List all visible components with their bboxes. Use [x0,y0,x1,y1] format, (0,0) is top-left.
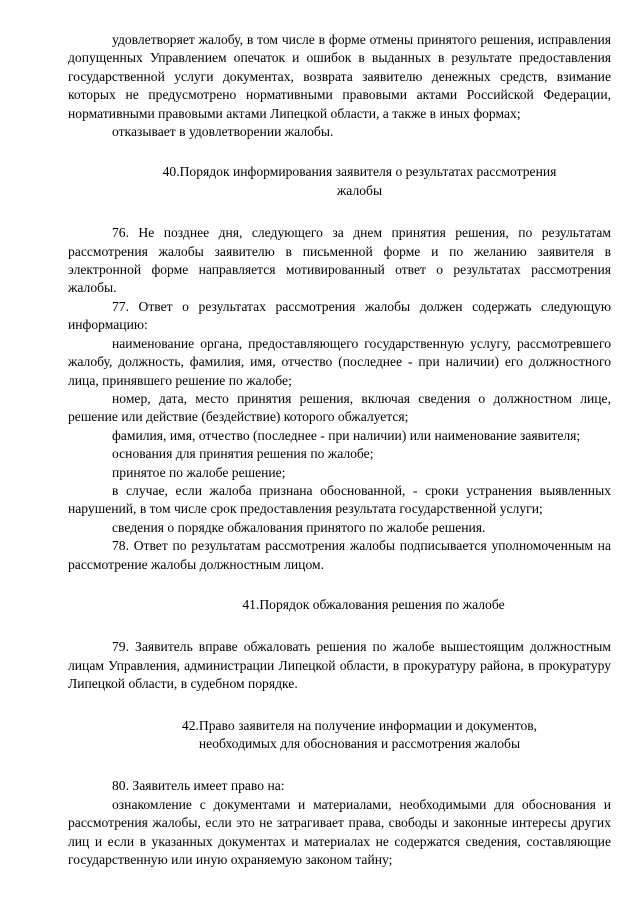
list-item-decision-grounds: основания для принятия решения по жалобе; [112,446,374,462]
section-heading-41: 41.Порядок обжалования решения по жалобе [242,596,505,612]
document-page [68,31,611,869]
list-item-document-access: ознакомление с документами и материалами, необходимыми для обоснования и рассмотрения жалобы, если это не затрагивает права, свободы и законные интересы других лиц и если в указанных документах и материалах не содержатся сведения, составляющие государственную или иную охраняемую законом тайну; [68,796,611,868]
list-item-decision: принятое по жалобе решение; [112,464,286,480]
paragraph-80: 80. Заявитель имеет право на: [112,778,285,794]
section-heading-40 [68,163,611,200]
paragraph-77: 77. Ответ о результатах рассмотрения жалобы должен содержать следующую информацию: [68,298,611,333]
list-item-decision-number: номер, дата, место принятия решения, включая сведения о должностном лице, решение или действие (бездействие) которого обжалуется; [68,390,611,425]
list-item-remedy-terms: в случае, если жалоба признана обоснованной, - сроки устранения выявленных нарушений, в том числе срок предоставления результата государственной услуги; [68,482,611,517]
section-heading-40-line2: жалобы [336,182,383,198]
section-heading-42 [68,717,611,754]
paragraph-79: 79. Заявитель вправе обжаловать решения по жалобе вышестоящим должностным лицам Управления, администрации Липецкой области, в прокуратуру района, в прокуратуру Липецкой области, в судебном порядке. [68,639,611,692]
paragraph-satisfies-complaint: удовлетворяет жалобу, в том числе в форме отмены принятого решения, исправления допущенных Управлением опечаток и ошибок в выданных в результате предоставления государственной услуги документах, возврата заявителю денежных средств, взимание которых не предусмотрено нормативными правовыми актами Российской Федерации, нормативными правовыми актами Липецкой области, а также в иных формах; [68,32,611,121]
paragraph-78: 78. Ответ по результатам рассмотрения жалобы подписывается уполномоченным на рассмотрение жалобы должностным лицом. [68,538,611,572]
section-heading-40-line1: 40.Порядок информирования заявителя о результатах рассмотрения [162,164,557,180]
section-heading-42-line2: необходимых для обоснования и рассмотрения жалобы [198,736,521,751]
paragraph-76: 76. Не позднее дня, следующего за днем принятия решения, по результатам рассмотрения жалобы заявителю в письменной форме и по желанию заявителя в электронной форме направляется мотивированный ответ о результатах рассмотрения жалобы. [68,225,611,296]
paragraph-refuses-complaint: отказывает в удовлетворении жалобы. [112,124,334,140]
list-item-authority-name: наименование органа, предоставляющего государственную услугу, рассмотревшего жалобу, должность, фамилия, имя, отчество (последнее - при наличии) его должностного лица, принявшего решение по жалобе; [68,335,611,388]
list-item-applicant-name: фамилия, имя, отчество (последнее - при наличии) или наименование заявителя; [112,427,581,443]
section-heading-42-line1: 42.Право заявителя на получение информации и документов, [181,717,538,733]
list-item-appeal-procedure: сведения о порядке обжалования принятого по жалобе решения. [112,519,486,535]
